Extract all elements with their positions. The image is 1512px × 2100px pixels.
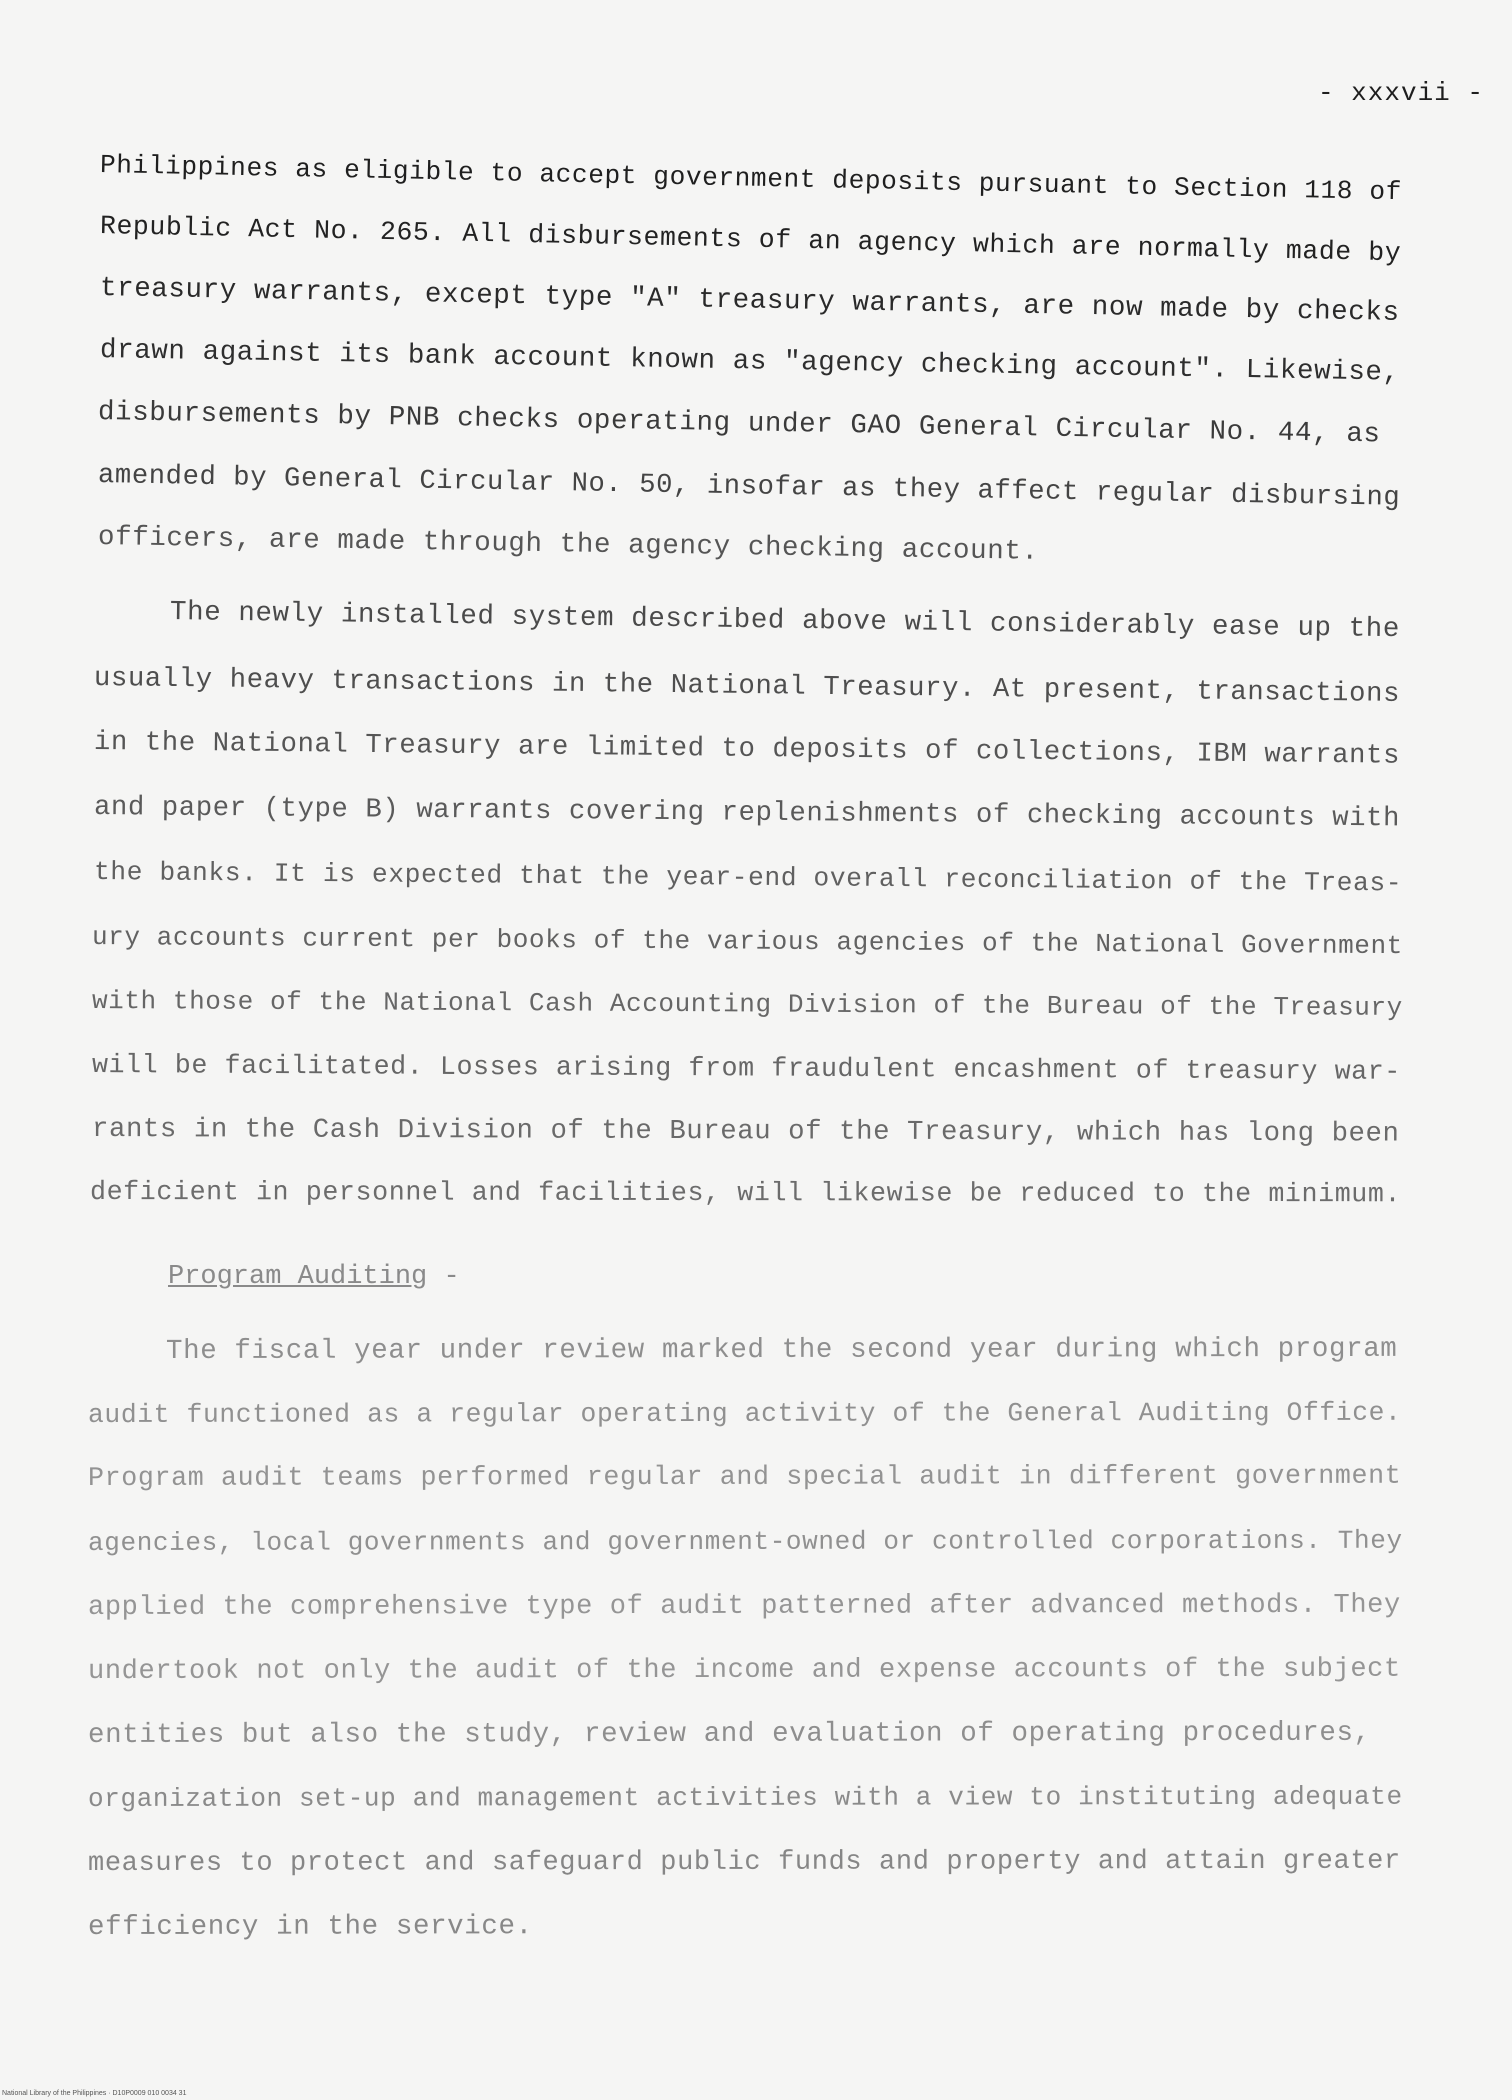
paragraph-1-line: amended by General Circular No. 50, insofar as they affect regular disbursing: [97, 460, 1401, 514]
paragraph-3-line: measures to protect and safeguard public funds and property and attain greater: [87, 1845, 1401, 1879]
paragraph-1-line: Philippines as eligible to accept government deposits pursuant to Section 118 of: [99, 150, 1403, 208]
section-heading: [168, 1262, 460, 1292]
paragraph-3-line: Program audit teams performed regular and special audit in different government: [87, 1461, 1402, 1494]
paragraph-3-line: efficiency in the service.: [87, 1911, 533, 1943]
paragraph-2-line: in the National Treasury are limited to deposits of collections, IBM warrants: [93, 727, 1401, 772]
paragraph-3-line: agencies, local governments and government-owned or controlled corporations. They: [87, 1525, 1403, 1558]
paragraph-1-line: Republic Act No. 265. All disbursements of an agency which are normally made by: [99, 211, 1402, 269]
paragraph-3-line: The fiscal year under review marked the second year during which program: [165, 1333, 1398, 1367]
paragraph-2-line: will be facilitated. Losses arising from fraudulent encashment of treasury war-: [91, 1050, 1401, 1087]
paragraph-2-line: and paper (type B) warrants covering replenishments of checking accounts with: [93, 792, 1401, 835]
scan-footer: National Library of the Philippines · D10P0009 010 0034 31: [2, 2090, 187, 2097]
paragraph-3-line: audit functioned as a regular operating activity of the General Auditing Office.: [87, 1397, 1402, 1430]
paragraph-3-line: organization set-up and management activities with a view to instituting adequate: [87, 1781, 1403, 1814]
paragraph-2-line: with those of the National Cash Accounting Division of the Bureau of the Treasury: [91, 986, 1403, 1023]
paragraph-2-line: usually heavy transactions in the National Treasury. At present, transactions: [93, 663, 1401, 710]
paragraph-3-line: applied the comprehensive type of audit patterned after advanced methods. They: [87, 1589, 1401, 1623]
paragraph-3-line: undertook not only the audit of the income and expense accounts of the subject: [87, 1653, 1401, 1687]
paragraph-2-line: deficient in personnel and facilities, will likewise be reduced to the minimum.: [89, 1178, 1402, 1211]
paragraph-1-line: disbursements by PNB checks operating under GAO General Circular No. 44, as: [97, 397, 1381, 451]
paragraph-3-line: entities but also the study, review and evaluation of operating procedures,: [87, 1717, 1371, 1751]
paragraph-1-line: treasury warrants, except type "A" treasury warrants, are now made by checks: [99, 273, 1400, 329]
section-heading-title: Program Auditing: [168, 1262, 428, 1292]
paragraph-1-line: drawn against its bank account known as "agency checking account". Likewise,: [99, 335, 1400, 389]
paragraph-2-line: The newly installed system described above will considerably ease up the: [169, 597, 1401, 646]
paragraph-2-line: the banks. It is expected that the year-end overall reconciliation of the Treas-: [93, 857, 1403, 899]
section-heading-suffix: -: [427, 1262, 460, 1292]
paragraph-1-line: officers, are made through the agency checking account.: [97, 522, 1039, 568]
page-number: - xxxvii -: [1317, 78, 1484, 108]
paragraph-2-line: rants in the Cash Division of the Bureau of the Treasury, which has long been: [91, 1114, 1400, 1150]
paragraph-2-line: ury accounts current per books of the various agencies of the National Government: [91, 922, 1403, 962]
